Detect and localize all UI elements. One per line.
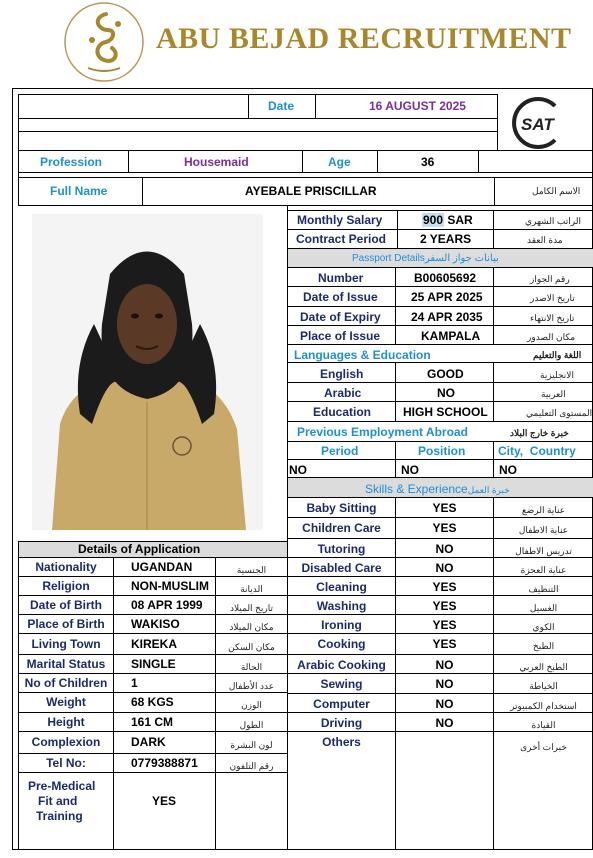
profession-value: Housemaid <box>184 155 249 169</box>
skills-row-divider <box>287 693 593 694</box>
passport-title: Passport Details <box>352 253 425 264</box>
fullname-value: AYEBALE PRISCILLAR <box>245 184 377 198</box>
skills-row-divider <box>287 673 593 674</box>
employment-title-arabic: خبرة خارج البلاد <box>510 428 569 438</box>
skill-value: NO <box>435 697 454 711</box>
skill-label: Sewing <box>320 677 363 691</box>
candidate-photo <box>32 214 263 530</box>
application-value: NON-MUSLIM <box>131 579 209 593</box>
application-value: 0779388871 <box>131 756 198 770</box>
skill-value: NO <box>435 561 454 575</box>
application-value: 1 <box>131 676 138 690</box>
premedical-line2: Fit and <box>38 794 78 808</box>
passport-title-arabic: بيانات جواز السفر <box>424 253 499 264</box>
skills-row-divider <box>287 557 593 558</box>
skill-arabic: الطبخ <box>532 641 555 651</box>
skill-value: YES <box>432 599 457 613</box>
application-label: Marital Status <box>26 657 106 671</box>
skills-row-divider <box>287 731 593 732</box>
arabic-arabic: العربية <box>541 389 566 399</box>
sat-logo <box>505 96 567 150</box>
employment-title: Previous Employment Abroad <box>297 425 468 439</box>
skills-title-arabic: خبرة العمل <box>467 485 510 495</box>
passport-number-arabic: رقم الجواز <box>530 274 570 284</box>
english-value: GOOD <box>427 367 464 381</box>
skill-value: NO <box>435 677 454 691</box>
application-row-divider <box>18 753 287 754</box>
languages-title: Languages & Education <box>294 348 431 362</box>
application-label: Height <box>47 715 85 729</box>
application-label: Complexion <box>31 735 101 749</box>
application-arabic: مكان الميلاد <box>229 622 274 632</box>
skills-row-divider <box>287 633 593 634</box>
skill-arabic: تدريس الاطفال <box>515 546 572 556</box>
skill-arabic: التنظيف <box>528 584 559 594</box>
application-label: Date of Birth <box>30 598 102 612</box>
premedical-value: YES <box>152 794 177 808</box>
fullname-label: Full Name <box>50 184 108 198</box>
contract-value: 2 YEARS <box>420 232 472 246</box>
education-arabic: المستوى التعليمي <box>526 408 593 418</box>
skills-section-title <box>365 482 510 497</box>
contract-arabic: مدة العقد <box>527 235 563 245</box>
application-label: No of Children <box>24 676 108 690</box>
application-arabic: رقم التلفون <box>229 761 274 771</box>
application-value: 68 KGS <box>131 695 174 709</box>
skill-arabic: عناية الرضع <box>521 505 566 515</box>
application-arabic: الديانة <box>240 584 263 594</box>
skill-label: Tutoring <box>317 542 366 556</box>
salary-arabic: الراتب الشهري <box>525 216 581 226</box>
skill-value: NO <box>435 716 454 730</box>
passport-place-label: Place of Issue <box>300 329 381 343</box>
application-label: Place of Birth <box>27 617 105 631</box>
skill-value: YES <box>432 501 457 515</box>
application-value: 08 APR 1999 <box>131 598 203 612</box>
skill-label: Cooking <box>317 637 366 651</box>
application-label: Religion <box>42 579 90 593</box>
passport-expiry-value: 24 APR 2035 <box>411 310 483 324</box>
skills-row-divider <box>287 538 593 539</box>
application-arabic: لون البشرة <box>230 740 273 750</box>
application-title: Details of Application <box>78 542 201 556</box>
premedical-line3: Training <box>36 809 83 823</box>
skills-row-divider <box>287 654 593 655</box>
education-value: HIGH SCHOOL <box>403 405 488 419</box>
application-value: DARK <box>131 735 166 749</box>
skill-value: NO <box>435 658 454 672</box>
passport-place-value: KAMPALA <box>421 329 481 343</box>
skill-arabic: الطبخ العربي <box>519 662 568 672</box>
skill-value: YES <box>432 580 457 594</box>
application-label: Living Town <box>31 637 101 651</box>
application-value: 161 CM <box>131 715 174 729</box>
application-arabic: عدد الأطفال <box>228 681 275 691</box>
application-value: SINGLE <box>131 657 176 671</box>
sat-logo-text: SAT <box>521 115 554 134</box>
skill-value: YES <box>432 618 457 632</box>
employment-city-value: NO <box>499 463 517 477</box>
date-value: 16 AUGUST 2025 <box>369 99 466 113</box>
skill-label: Driving <box>320 716 363 730</box>
skill-label: Disabled Care <box>301 561 382 575</box>
employment-period-header: Period <box>321 444 359 458</box>
skill-label: Computer <box>313 697 370 711</box>
application-arabic: الجنسية <box>236 565 267 575</box>
application-row-divider <box>18 712 287 713</box>
passport-place-arabic: مكان الصدور <box>527 332 576 342</box>
employment-city-header: City, Country <box>498 444 576 458</box>
passport-expiry-label: Date of Expiry <box>300 310 381 324</box>
employment-position-value: NO <box>401 463 419 477</box>
application-label: Nationality <box>35 560 97 574</box>
profession-label: Profession <box>40 155 103 169</box>
skill-label: Washing <box>316 599 367 613</box>
skill-arabic: الخياطة <box>529 681 558 691</box>
salary-label: Monthly Salary <box>297 213 383 227</box>
employment-position-header: Position <box>418 444 466 458</box>
skill-arabic: عناية العجزة <box>520 565 567 575</box>
skill-arabic: استخدام الكمبيوتر <box>510 701 577 711</box>
passport-issue-arabic: تاريخ الاصدر <box>530 293 575 303</box>
premedical-line1: Pre-Medical <box>28 779 96 793</box>
english-arabic: الانجليزية <box>540 370 574 380</box>
application-value: UGANDAN <box>131 560 193 574</box>
skill-arabic: خبرات أخرى <box>520 742 567 752</box>
age-label: Age <box>328 155 351 169</box>
passport-section-title <box>352 252 499 266</box>
passport-issue-value: 25 APR 2025 <box>411 290 483 304</box>
languages-title-arabic: اللغة والتعليم <box>533 350 582 360</box>
skill-label: Arabic Cooking <box>297 658 386 672</box>
skill-label: Baby Sitting <box>306 501 377 515</box>
passport-number-value: B00605692 <box>414 271 477 285</box>
skills-row-divider <box>287 517 593 518</box>
skills-row-divider <box>287 595 593 596</box>
passport-issue-label: Date of Issue <box>303 290 378 304</box>
application-arabic: الحالة <box>240 662 263 672</box>
skill-label: Cleaning <box>316 580 367 594</box>
passport-expiry-arabic: تاريخ الانتهاء <box>530 313 575 323</box>
skill-arabic: عناية الاطفال <box>518 525 569 535</box>
education-label: Education <box>313 405 372 419</box>
skill-label: Ironing <box>321 618 362 632</box>
contract-label: Contract Period <box>296 232 387 246</box>
application-value: KIREKA <box>131 637 178 651</box>
skill-label: Others <box>322 735 361 749</box>
application-value: WAKISO <box>131 617 180 631</box>
employment-period-value: NO <box>289 463 307 477</box>
application-arabic: تاريخ الميلاد <box>230 603 273 613</box>
arabic-value: NO <box>437 386 455 400</box>
skills-title: Skills & Experience <box>365 482 468 496</box>
salary-value <box>422 213 473 227</box>
passport-number-label: Number <box>318 271 364 285</box>
application-arabic: مكان السكن <box>228 642 275 652</box>
skill-value: YES <box>432 637 457 651</box>
date-label: Date <box>268 99 295 113</box>
salary-currency: SAR <box>447 213 473 227</box>
skill-arabic: القيادة <box>531 720 556 730</box>
application-label: Tel No: <box>46 756 86 770</box>
skill-value: YES <box>432 521 457 535</box>
application-arabic: الطول <box>239 720 264 730</box>
company-logo <box>62 0 146 84</box>
arabic-label: Arabic <box>324 386 362 400</box>
salary-amount: 900 <box>423 213 444 227</box>
application-arabic: الوزن <box>241 700 262 710</box>
skills-row-divider <box>287 712 593 713</box>
skill-arabic: الكوي <box>532 622 555 632</box>
skills-row-divider <box>287 576 593 577</box>
english-label: English <box>320 367 364 381</box>
application-label: Weight <box>46 695 86 709</box>
application-row-divider <box>18 654 287 655</box>
company-name: ABU BEJAD RECRUITMENT <box>156 22 572 55</box>
fullname-arabic: الاسم الكامل <box>532 186 581 196</box>
skill-value: NO <box>435 542 454 556</box>
skill-arabic: الغسيل <box>529 603 558 613</box>
age-value: 36 <box>421 155 435 169</box>
skill-label: Children Care <box>302 521 381 535</box>
skills-row-divider <box>287 614 593 615</box>
